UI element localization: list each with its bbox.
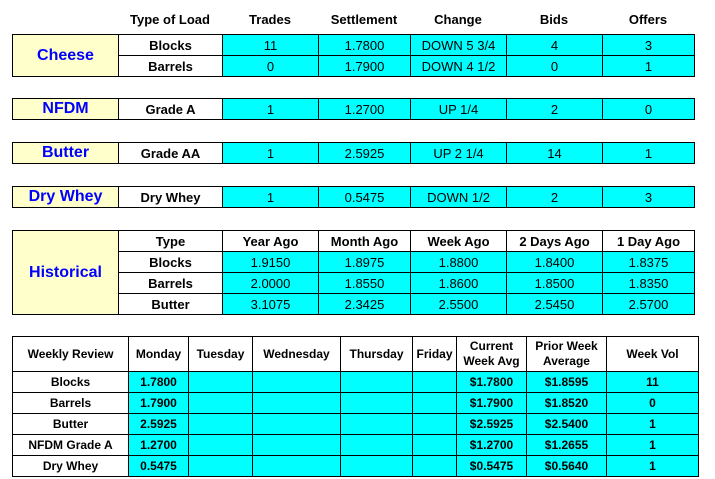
cheese-barrels-type: Barrels — [119, 56, 223, 77]
hist-header-year-ago: Year Ago — [223, 231, 319, 252]
nfdm-bids: 2 — [507, 99, 603, 120]
weekly-current-avg: $1.2700 — [457, 435, 527, 456]
butter-type: Grade AA — [119, 143, 223, 164]
header-change: Change — [434, 12, 482, 27]
weekly-row-name: Dry Whey — [13, 456, 129, 477]
whey-type: Dry Whey — [119, 187, 223, 208]
cheese-label: Cheese — [13, 35, 119, 77]
weekly-row-name: NFDM Grade A — [13, 435, 129, 456]
hist-barrels-month: 1.8550 — [319, 273, 411, 294]
weekly-thursday — [341, 435, 413, 456]
weekly-prior-avg: $1.8595 — [527, 372, 607, 393]
butter-table — [12, 142, 695, 164]
weekly-monday: 1.2700 — [129, 435, 189, 456]
nfdm-label: NFDM — [13, 99, 119, 120]
weekly-friday — [413, 435, 457, 456]
header-settlement: Settlement — [330, 12, 398, 27]
weekly-week-vol: 1 — [607, 435, 699, 456]
weekly-thursday — [341, 456, 413, 477]
hist-blocks-week: 1.8800 — [411, 252, 507, 273]
weekly-wednesday — [253, 393, 341, 414]
historical-label: Historical — [13, 231, 119, 315]
weekly-header-monday: Monday — [129, 337, 189, 372]
header-type-of-load: Type of Load — [130, 12, 210, 27]
nfdm-table — [12, 98, 695, 120]
weekly-friday — [413, 393, 457, 414]
nfdm-trades: 1 — [223, 99, 319, 120]
nfdm-offers: 0 — [603, 99, 695, 120]
cheese-table — [12, 34, 695, 77]
weekly-monday: 2.5925 — [129, 414, 189, 435]
hist-barrels-type: Barrels — [119, 273, 223, 294]
hist-butter-2day: 2.5450 — [507, 294, 603, 315]
weekly-prior-avg: $1.8520 — [527, 393, 607, 414]
whey-settlement: 0.5475 — [319, 187, 411, 208]
weekly-header-week-vol: Week Vol — [607, 337, 699, 372]
weekly-week-vol: 0 — [607, 393, 699, 414]
hist-blocks-month: 1.8975 — [319, 252, 411, 273]
whey-trades: 1 — [223, 187, 319, 208]
weekly-week-vol: 1 — [607, 414, 699, 435]
cheese-blocks-trades: 11 — [223, 35, 319, 56]
weekly-thursday — [341, 372, 413, 393]
hist-header-type: Type — [119, 231, 223, 252]
weekly-wednesday — [253, 414, 341, 435]
weekly-review-table — [12, 336, 699, 477]
weekly-row-name: Barrels — [13, 393, 129, 414]
weekly-friday — [413, 414, 457, 435]
whey-change: DOWN 1/2 — [411, 187, 507, 208]
whey-offers: 3 — [603, 187, 695, 208]
nfdm-type: Grade A — [119, 99, 223, 120]
butter-bids: 14 — [507, 143, 603, 164]
weekly-prior-avg: $1.2655 — [527, 435, 607, 456]
weekly-thursday — [341, 414, 413, 435]
cheese-barrels-change: DOWN 4 1/2 — [411, 56, 507, 77]
hist-barrels-week: 1.8600 — [411, 273, 507, 294]
hist-butter-month: 2.3425 — [319, 294, 411, 315]
hist-barrels-2day: 1.8500 — [507, 273, 603, 294]
butter-offers: 1 — [603, 143, 695, 164]
header-offers: Offers — [628, 12, 668, 27]
weekly-prior-avg: $2.5400 — [527, 414, 607, 435]
hist-header-week-ago: Week Ago — [411, 231, 507, 252]
weekly-tuesday — [189, 435, 253, 456]
weekly-wednesday — [253, 456, 341, 477]
historical-table — [12, 230, 695, 315]
weekly-monday: 1.7800 — [129, 372, 189, 393]
weekly-current-avg: $2.5925 — [457, 414, 527, 435]
hist-butter-year: 3.1075 — [223, 294, 319, 315]
butter-change: UP 2 1/4 — [411, 143, 507, 164]
hist-butter-week: 2.5500 — [411, 294, 507, 315]
cheese-blocks-type: Blocks — [119, 35, 223, 56]
weekly-current-avg: $1.7900 — [457, 393, 527, 414]
weekly-header-current-avg: Current Week Avg — [457, 337, 527, 372]
hist-butter-type: Butter — [119, 294, 223, 315]
weekly-tuesday — [189, 456, 253, 477]
weekly-header-prior-avg: Prior Week Average — [527, 337, 607, 372]
hist-barrels-1day: 1.8350 — [603, 273, 695, 294]
nfdm-settlement: 1.2700 — [319, 99, 411, 120]
butter-trades: 1 — [223, 143, 319, 164]
hist-header-month-ago: Month Ago — [319, 231, 411, 252]
cheese-barrels-offers: 1 — [603, 56, 695, 77]
nfdm-change: UP 1/4 — [411, 99, 507, 120]
butter-label: Butter — [13, 143, 119, 164]
weekly-friday — [413, 372, 457, 393]
weekly-header-title: Weekly Review — [13, 337, 129, 372]
hist-blocks-year: 1.9150 — [223, 252, 319, 273]
cheese-barrels-settlement: 1.7900 — [319, 56, 411, 77]
weekly-header-wednesday: Wednesday — [253, 337, 341, 372]
cheese-blocks-offers: 3 — [603, 35, 695, 56]
hist-blocks-2day: 1.8400 — [507, 252, 603, 273]
weekly-header-thursday: Thursday — [341, 337, 413, 372]
header-trades: Trades — [249, 12, 291, 27]
cheese-barrels-bids: 0 — [507, 56, 603, 77]
cheese-blocks-settlement: 1.7800 — [319, 35, 411, 56]
weekly-wednesday — [253, 435, 341, 456]
weekly-thursday — [341, 393, 413, 414]
weekly-tuesday — [189, 372, 253, 393]
weekly-tuesday — [189, 393, 253, 414]
cheese-blocks-change: DOWN 5 3/4 — [411, 35, 507, 56]
weekly-current-avg: $1.7800 — [457, 372, 527, 393]
hist-header-1-day-ago: 1 Day Ago — [603, 231, 695, 252]
header-bids: Bids — [539, 12, 569, 27]
weekly-week-vol: 1 — [607, 456, 699, 477]
weekly-row-name: Butter — [13, 414, 129, 435]
whey-table — [12, 186, 695, 208]
weekly-week-vol: 11 — [607, 372, 699, 393]
cheese-blocks-bids: 4 — [507, 35, 603, 56]
weekly-monday: 0.5475 — [129, 456, 189, 477]
whey-label: Dry Whey — [13, 187, 119, 208]
butter-settlement: 2.5925 — [319, 143, 411, 164]
weekly-tuesday — [189, 414, 253, 435]
cheese-barrels-trades: 0 — [223, 56, 319, 77]
weekly-header-tuesday: Tuesday — [189, 337, 253, 372]
hist-blocks-1day: 1.8375 — [603, 252, 695, 273]
weekly-row-name: Blocks — [13, 372, 129, 393]
weekly-current-avg: $0.5475 — [457, 456, 527, 477]
weekly-header-friday: Friday — [413, 337, 457, 372]
hist-header-2-days-ago: 2 Days Ago — [507, 231, 603, 252]
hist-barrels-year: 2.0000 — [223, 273, 319, 294]
weekly-prior-avg: $0.5640 — [527, 456, 607, 477]
weekly-friday — [413, 456, 457, 477]
weekly-wednesday — [253, 372, 341, 393]
hist-blocks-type: Blocks — [119, 252, 223, 273]
weekly-monday: 1.7900 — [129, 393, 189, 414]
hist-butter-1day: 2.5700 — [603, 294, 695, 315]
whey-bids: 2 — [507, 187, 603, 208]
